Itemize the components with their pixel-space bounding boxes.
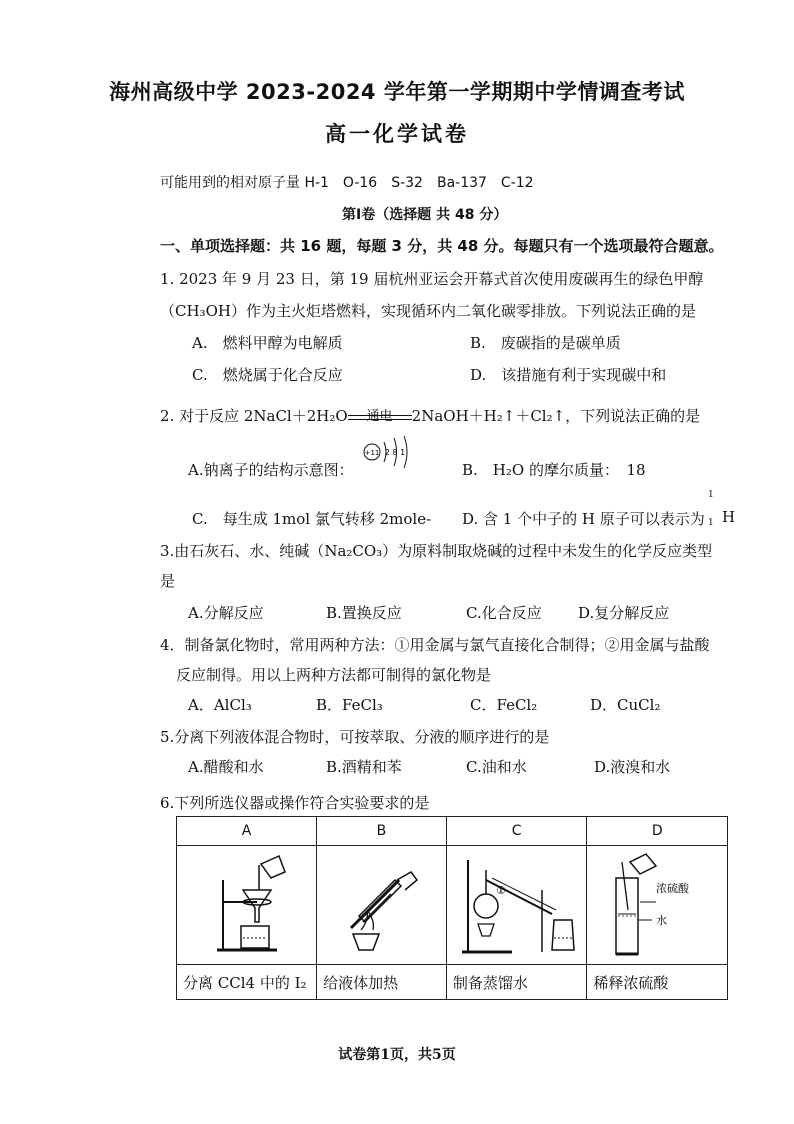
q5-option-c: C.油和水 bbox=[466, 758, 527, 776]
distillation-apparatus-drawing bbox=[452, 850, 582, 960]
q2-option-d: D. 含 1 个中子的 H 原子可以表示为 bbox=[462, 510, 705, 528]
apparatus-table bbox=[176, 816, 728, 1000]
filtration-apparatus-drawing bbox=[187, 850, 307, 960]
header-a: A bbox=[177, 817, 317, 846]
sodium-nucleus-label: +11 bbox=[364, 449, 380, 457]
q5-stem: 5.分离下列液体混合物时，可按萃取、分液的顺序进行的是 bbox=[160, 728, 550, 746]
q4-option-a: A．AlCl₃ bbox=[188, 696, 252, 714]
q4-option-d: D．CuCl₂ bbox=[590, 696, 661, 714]
sodium-ion-structure-diagram bbox=[362, 430, 418, 474]
q3-option-b: B.置换反应 bbox=[326, 604, 402, 622]
section-title: 第Ⅰ卷（选择题 共 48 分） bbox=[342, 207, 508, 223]
concentrated-acid-label: 浓硫酸 bbox=[656, 882, 690, 895]
caption-d: 稀释浓硫酸 bbox=[587, 965, 728, 1000]
q2-option-a: A.钠离子的结构示意图： bbox=[188, 461, 354, 479]
sodium-shell-label: 2 8 1 bbox=[384, 448, 406, 457]
q4-stem-line1: 4．制备氯化物时，常用两种方法：①用金属与氯气直接化合制得；②用金属与盐酸 bbox=[160, 636, 710, 654]
isotope-mass-number: 1 bbox=[708, 490, 714, 500]
condenser-marker: ① bbox=[495, 884, 506, 897]
q4-option-b: B．FeCl₃ bbox=[316, 696, 383, 714]
header-c: C bbox=[446, 817, 587, 846]
q1-stem-line1: 1. 2023 年 9 月 23 日，第 19 届杭州亚运会开幕式首次使用废碳再生的绿色甲醇 bbox=[160, 270, 704, 288]
header-d: D bbox=[587, 817, 728, 846]
q2-stem-prefix: 2. 对于反应 2NaCl＋2H₂O bbox=[160, 407, 348, 425]
q5-option-b: B.酒精和苯 bbox=[326, 758, 402, 776]
q3-stem-line2: 是 bbox=[160, 572, 176, 590]
atomic-masses: 可能用到的相对原子量 H-1 O-16 S-32 Ba-137 C-12 bbox=[160, 175, 534, 191]
q1-stem-line2: （CH₃OH）作为主火炬塔燃料，实现循环内二氧化碳零排放。下列说法正确的是 bbox=[160, 302, 696, 320]
caption-a: 分离 CCl4 中的 I₂ bbox=[177, 965, 317, 1000]
instructions: 一、单项选择题：共 16 题，每题 3 分，共 48 分。每题只有一个选项最符合题意。 bbox=[160, 237, 724, 255]
test-tube-heating-drawing bbox=[321, 850, 441, 960]
q1-option-b: B. 废碳指的是碳单质 bbox=[470, 334, 621, 352]
apparatus-b-cell bbox=[317, 846, 447, 965]
q5-option-d: D.液溴和水 bbox=[594, 758, 671, 776]
page-footer: 试卷第1页，共5页 bbox=[338, 1047, 456, 1063]
q2-condition: 通电 bbox=[366, 409, 393, 424]
q2-option-c: C. 每生成 1mol 氯气转移 2mole- bbox=[192, 510, 432, 528]
water-label: 水 bbox=[656, 914, 668, 927]
q1-option-c: C. 燃烧属于化合反应 bbox=[192, 366, 343, 384]
q3-option-d: D.复分解反应 bbox=[578, 604, 670, 622]
isotope-atomic-number: 1 bbox=[708, 518, 714, 528]
q6-stem: 6.下列所选仪器或操作符合实验要求的是 bbox=[160, 794, 430, 812]
isotope-symbol: H bbox=[722, 508, 736, 526]
school-title: 海州高级中学 2023-2024 学年第一学期期中学情调查考试 bbox=[109, 80, 685, 104]
q3-option-c: C.化合反应 bbox=[466, 604, 542, 622]
acid-dilution-drawing bbox=[592, 850, 722, 960]
subject-title: 高一化学试卷 bbox=[325, 122, 469, 146]
q1-option-d: D. 该措施有利于实现碳中和 bbox=[470, 366, 667, 384]
q5-option-a: A.醋酸和水 bbox=[188, 758, 264, 776]
caption-c: 制备蒸馏水 bbox=[446, 965, 587, 1000]
q1-option-a: A. 燃料甲醇为电解质 bbox=[192, 334, 343, 352]
apparatus-c-cell bbox=[446, 846, 587, 965]
apparatus-d-cell bbox=[587, 846, 728, 965]
header-b: B bbox=[317, 817, 447, 846]
q4-stem-line2: 反应制得。用以上两种方法都可制得的氯化物是 bbox=[176, 666, 492, 684]
apparatus-a-cell bbox=[177, 846, 317, 965]
q4-option-c: C．FeCl₂ bbox=[470, 696, 538, 714]
q3-option-a: A.分解反应 bbox=[188, 604, 264, 622]
q2-option-b: B. H₂O 的摩尔质量： 18 bbox=[462, 461, 646, 479]
q2-stem bbox=[160, 405, 700, 426]
caption-b: 给液体加热 bbox=[317, 965, 447, 1000]
q3-stem-line1: 3.由石灰石、水、纯碱（Na₂CO₃）为原料制取烧碱的过程中未发生的化学反应类型 bbox=[160, 542, 713, 560]
q2-stem-suffix: 2NaOH＋H₂↑＋Cl₂↑，下列说法正确的是 bbox=[411, 407, 701, 425]
